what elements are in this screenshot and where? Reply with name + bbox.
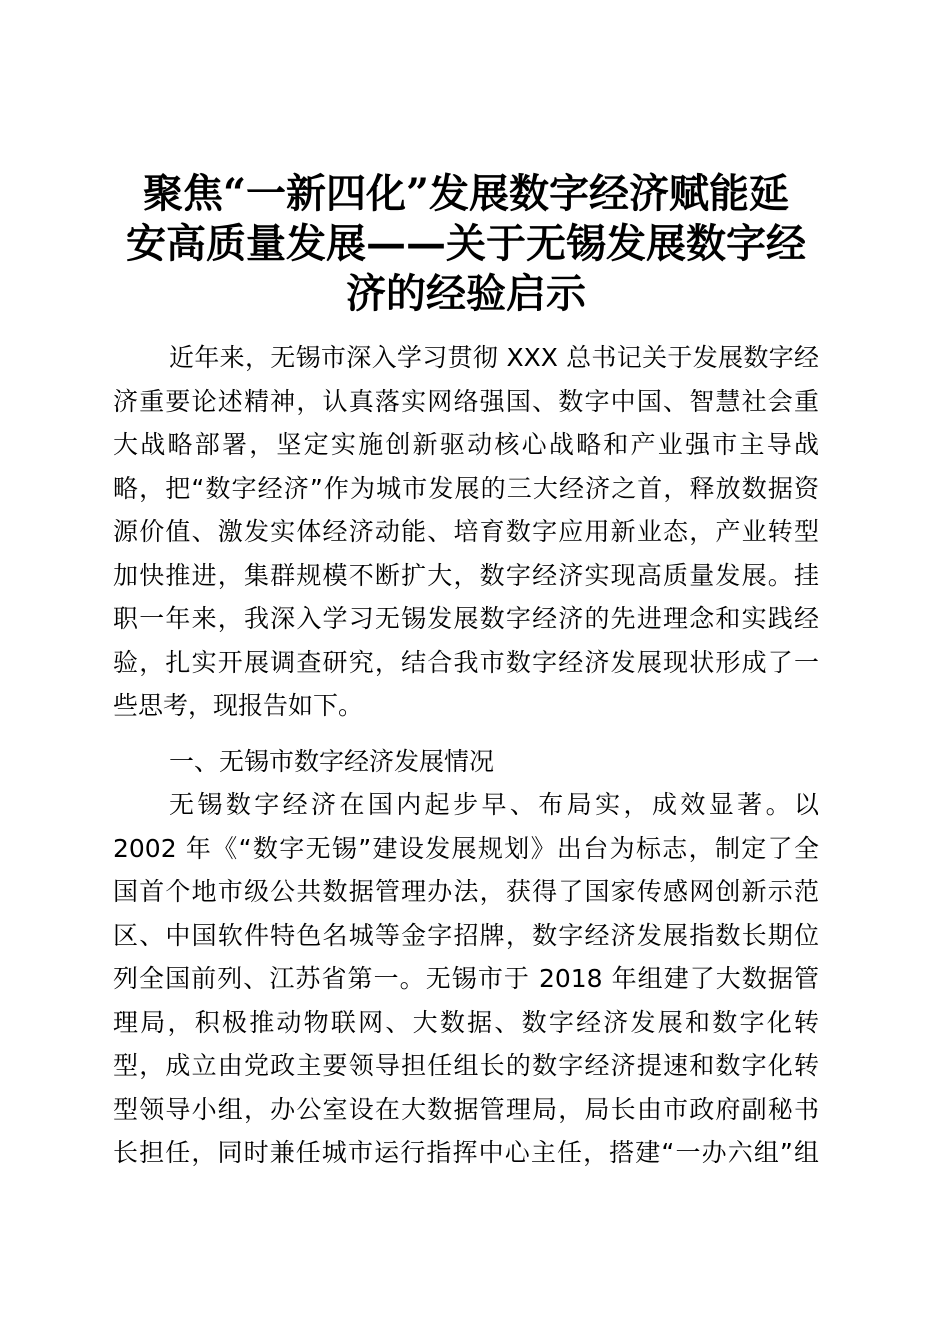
text-line: 些思考，现报告如下。: [113, 691, 364, 720]
document-content: [113, 169, 819, 1175]
text-line: 列全国前列、江苏省第一。无锡市于 2018 年组建了大数据管: [113, 964, 819, 993]
text-line: 国首个地市级公共数据管理办法，获得了国家传感网创新示范: [113, 877, 819, 906]
title-line: 济的经验启示: [346, 270, 586, 317]
text-line: 理局，积极推动物联网、大数据、数字经济发展和数字化转: [113, 1007, 819, 1037]
paragraph: [113, 336, 819, 728]
text-line: 型领导小组，办公室设在大数据管理局，局长由市政府副秘书: [113, 1094, 819, 1124]
paragraph: [113, 783, 819, 1175]
text-line: 型，成立由党政主要领导担任组长的数字经济提速和数字化转: [113, 1051, 819, 1080]
text-line: 源价值、激发实体经济动能、培育数字应用新业态，产业转型: [113, 517, 819, 546]
text-line: 2002 年《“数字无锡”建设发展规划》出台为标志，制定了全: [113, 833, 819, 863]
text-line: 大战略部署，坚定实施创新驱动核心战略和产业强市主导战: [113, 430, 819, 459]
text-line: 职一年来，我深入学习无锡发展数字经济的先进理念和实践经: [113, 604, 819, 633]
text-line: 略，把“数字经济”作为城市发展的三大经济之首，释放数据资: [113, 473, 819, 503]
document-title: [113, 169, 819, 319]
text-line: 济重要论述精神，认真落实网络强国、数字中国、智慧社会重: [113, 386, 819, 416]
text-line: 近年来，无锡市深入学习贯彻 XXX 总书记关于发展数字经: [169, 343, 819, 372]
text-line: 验，扎实开展调查研究，结合我市数字经济发展现状形成了一: [113, 647, 819, 677]
title-line: 安高质量发展——关于无锡发展数字经: [126, 220, 806, 267]
text-line: 长担任，同时兼任城市运行指挥中心主任，搭建“一办六组”组: [113, 1138, 819, 1167]
title-line: 聚焦“一新四化”发展数字经济赋能延: [142, 170, 789, 217]
text-line: 无锡数字经济在国内起步早、布局实，成效显著。以: [169, 790, 819, 819]
text-line: 一、无锡市数字经济发展情况: [169, 746, 495, 776]
text-line: 区、中国软件特色名城等金字招牌，数字经济发展指数长期位: [113, 920, 819, 950]
document-body: [113, 336, 819, 1175]
text-line: 加快推进，集群规模不断扩大，数字经济实现高质量发展。挂: [113, 560, 819, 590]
section-heading: [113, 740, 819, 784]
